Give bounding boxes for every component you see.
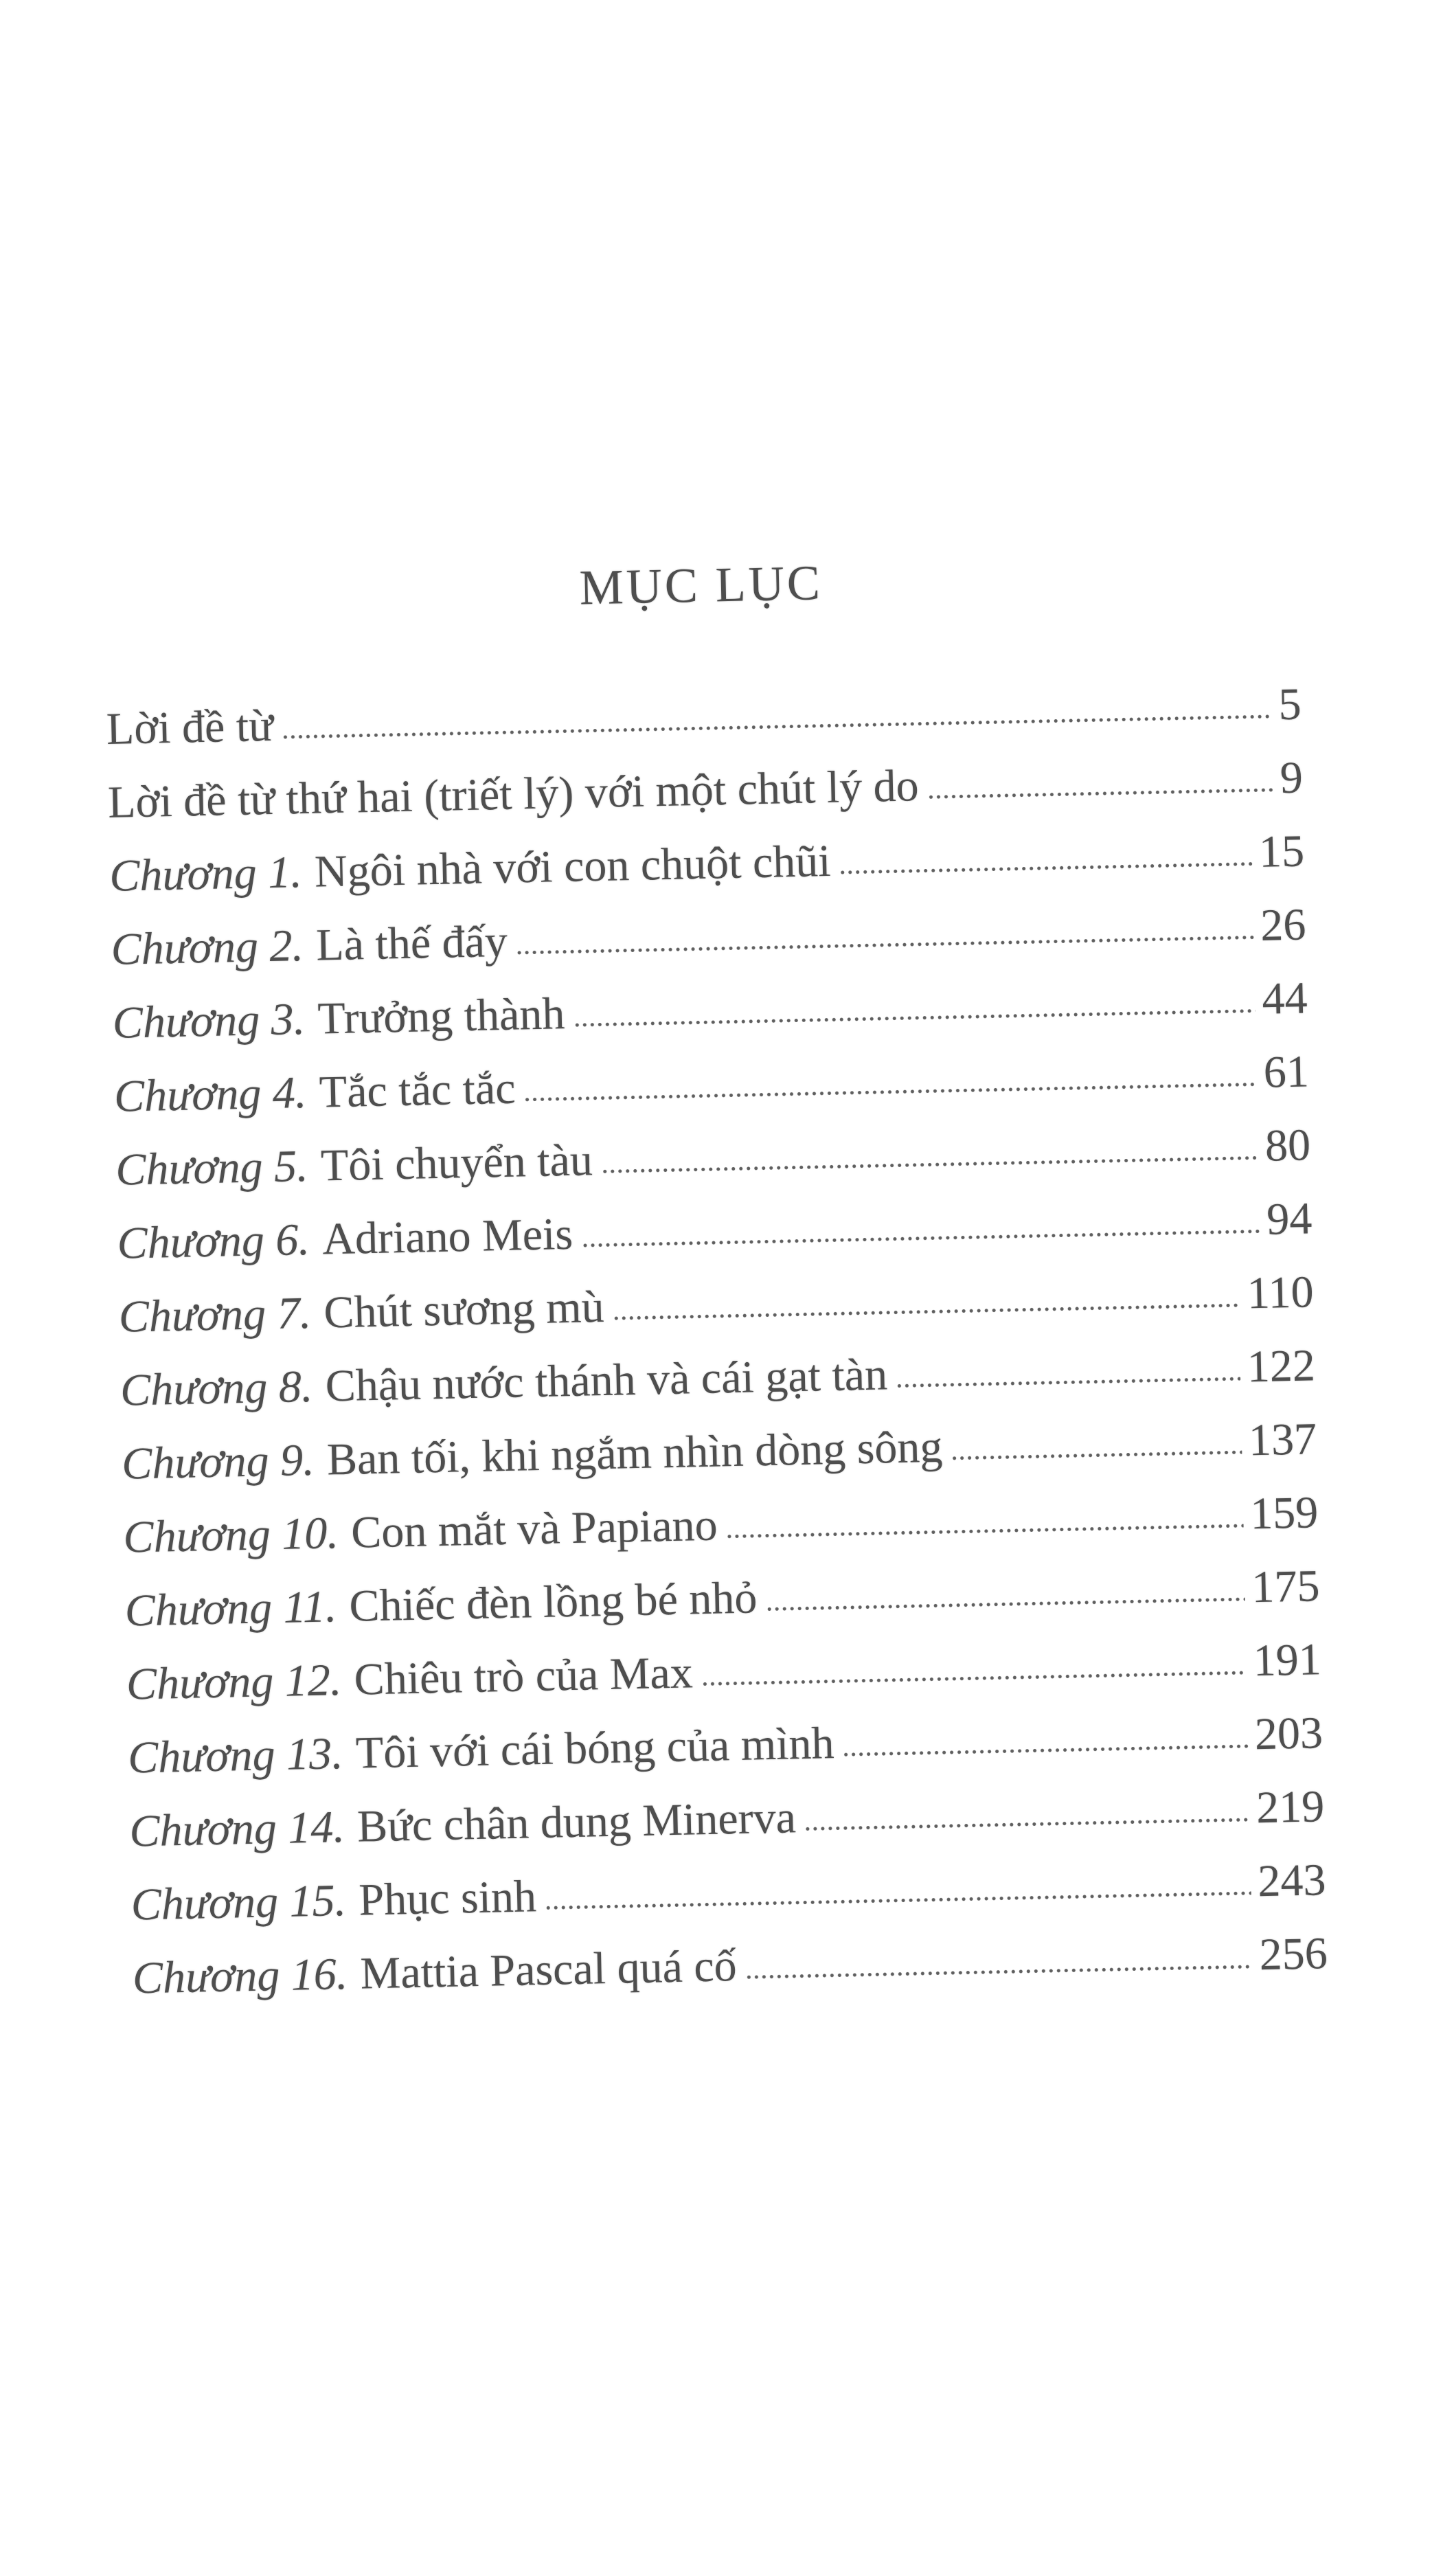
dot-leader [844,1743,1249,1757]
toc-entry-title: Chậu nước thánh và cái gạt tàn [325,1349,888,1412]
toc-entry-chapter-prefix: Chương 4. [113,1067,308,1122]
toc-entry-page-number: 15 [1258,826,1305,877]
toc-entry-chapter-prefix: Chương 13. [127,1728,344,1783]
toc-entry-page-number: 122 [1246,1340,1316,1392]
toc-entry-page-number: 219 [1255,1781,1325,1833]
toc-entry-title: Bức chân dung Minerva [356,1792,797,1852]
toc-entry-text [113,1063,516,1123]
toc-entry-page-number: 44 [1261,973,1308,1024]
dot-leader [897,1376,1240,1389]
toc-entry-chapter-prefix: Chương 16. [132,1948,348,2004]
dot-leader [575,1008,1255,1028]
toc-entry-chapter-prefix: Chương 2. [110,920,304,975]
toc-entry-page-number: 203 [1254,1708,1323,1760]
toc-entry-text [106,700,274,756]
toc-entry-title: Ban tối, khi ngắm nhìn dòng sông [326,1421,944,1485]
toc-entry-page-number: 137 [1248,1414,1317,1466]
toc-entry-page-number: 80 [1264,1120,1311,1171]
toc-entry-page-number: 94 [1266,1193,1313,1245]
dot-leader [703,1669,1247,1687]
toc-entry-text [111,916,508,976]
toc-entry-chapter-prefix: Chương 9. [121,1434,315,1489]
toc-entry-page-number: 110 [1247,1267,1315,1319]
toc-entry-text [126,1647,693,1710]
dot-leader [747,1963,1253,1980]
toc-list [106,679,1328,2026]
toc-entry-text [112,988,565,1050]
toc-entry-chapter-prefix: Chương 12. [126,1655,343,1710]
toc-entry-title: Là thế đấy [315,916,508,971]
toc-entry-page-number: 243 [1257,1855,1327,1907]
toc-entry-page-number: 191 [1252,1634,1322,1686]
toc-entry-title: Chút sương mù [323,1281,605,1338]
toc-entry-page-number: 5 [1277,679,1302,730]
toc-entry-title: Mattia Pascal quá cố [359,1941,738,1999]
dot-leader [525,1081,1257,1103]
toc-entry-chapter-prefix: Chương 1. [109,847,303,901]
dot-leader [929,787,1273,800]
dot-leader [953,1449,1242,1462]
toc-entry-chapter-prefix: Chương 10. [122,1508,339,1563]
toc-entry-chapter-prefix: Chương 14. [128,1802,345,1857]
dot-leader [614,1302,1241,1322]
dot-leader [767,1596,1245,1613]
toc-entry-chapter-prefix: Chương 7. [118,1287,312,1342]
toc-entry-chapter-prefix: Chương 15. [130,1875,347,1930]
toc-entry-text [130,1871,537,1931]
toc-entry-title: Lời đề từ thứ hai (triết lý) với một chút lý do [107,760,920,828]
toc-entry-title: Adriano Meis [321,1208,573,1265]
toc-entry-title: Con mắt và Papiano [350,1500,718,1558]
toc-entry-text [115,1134,593,1197]
toc-entry-title: Tôi với cái bóng của mình [355,1718,835,1778]
toc-entry-chapter-prefix: Chương 8. [120,1361,314,1416]
toc-entry-title: Trưởng thành [317,988,566,1044]
dot-leader [283,713,1272,740]
toc-entry-text [118,1281,604,1344]
dot-leader [806,1816,1250,1832]
dot-leader [517,934,1254,956]
toc-entry-page-number: 9 [1280,752,1304,804]
toc-entry-text [117,1208,573,1270]
toc-entry-page-number: 159 [1249,1487,1319,1539]
toc-entry-page-number: 26 [1260,899,1307,951]
toc-entry-title: Phục sinh [358,1871,537,1925]
dot-leader [602,1155,1258,1175]
toc-entry-chapter-prefix: Chương 5. [115,1140,309,1195]
toc-entry-title: Tôi chuyển tàu [320,1135,593,1191]
toc-entry-page-number: 61 [1263,1046,1310,1098]
toc-entry-chapter-prefix: Chương 11. [124,1581,337,1636]
toc-entry-title: Chiêu trò của Max [353,1647,694,1705]
dot-leader [841,861,1253,876]
dot-leader [727,1523,1244,1540]
toc-entry-title: Tắc tắc tắc [319,1063,516,1118]
toc-entry-title: Lời đề từ [106,700,274,754]
toc-entry-title: Ngôi nhà với con chuột chũi [314,835,832,897]
toc-entry-title: Chiếc đèn lồng bé nhỏ [348,1572,758,1631]
toc-entry-chapter-prefix: Chương 6. [116,1214,310,1269]
dot-leader [546,1890,1251,1911]
toc-entry-chapter-prefix: Chương 3. [112,993,306,1048]
toc-content [103,542,1328,2026]
dot-leader [582,1228,1260,1249]
toc-entry-page-number: 256 [1258,1928,1328,1980]
toc-entry-page-number: 175 [1251,1561,1321,1613]
page-title: MỤC LỤC [578,555,823,615]
